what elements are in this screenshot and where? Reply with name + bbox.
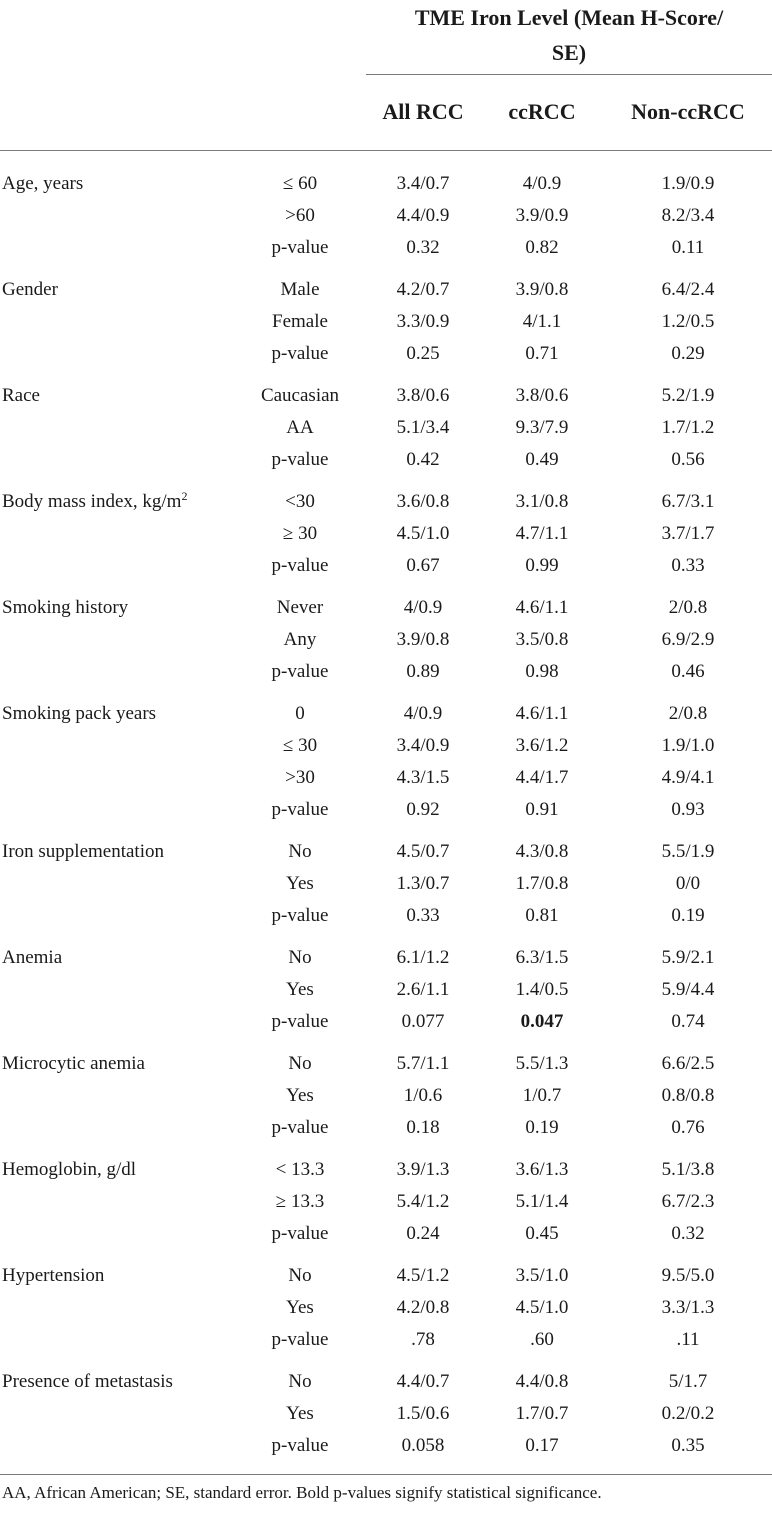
variable-label [2, 592, 128, 624]
category-cell: < 13.3 [275, 1159, 325, 1180]
column-header-all-rcc: All RCC [382, 99, 464, 124]
all-rcc-cell: 0.33 [406, 905, 440, 926]
non-ccrcc-cell: 0.76 [671, 1117, 705, 1138]
category-cell: p-value [271, 1011, 329, 1032]
variable-label-text: Race [2, 385, 40, 406]
non-ccrcc-cell: 0.93 [671, 799, 705, 820]
category-cell: Caucasian [260, 385, 340, 406]
non-ccrcc-cell: 6.9/2.9 [661, 629, 715, 650]
all-rcc-cell: 4.4/0.7 [396, 1371, 450, 1392]
ccrcc-cell: 3.5/0.8 [515, 629, 569, 650]
ccrcc-cell: .60 [530, 1329, 554, 1350]
variable-label-text: Microcytic anemia [2, 1053, 145, 1074]
category-cell: Any [283, 629, 317, 650]
category-cell: Male [280, 279, 320, 300]
all-rcc-cell: 1/0.6 [403, 1085, 443, 1106]
ccrcc-cell: 3.9/0.8 [515, 279, 569, 300]
category-cell: ≥ 30 [282, 523, 318, 544]
variable-label [2, 942, 62, 974]
non-ccrcc-cell: 6.7/2.3 [661, 1191, 715, 1212]
non-ccrcc-cell: 6.6/2.5 [661, 1053, 715, 1074]
all-rcc-cell: 4.5/1.2 [396, 1265, 450, 1286]
non-ccrcc-cell: 2/0.8 [668, 703, 708, 724]
variable-label-text: Age, years [2, 173, 84, 194]
all-rcc-cell: 3.4/0.9 [396, 735, 450, 756]
non-ccrcc-cell: 1.7/1.2 [661, 417, 715, 438]
ccrcc-cell: 0.71 [525, 343, 559, 364]
category-cell: <30 [285, 491, 315, 512]
ccrcc-cell: 0.19 [525, 1117, 559, 1138]
non-ccrcc-cell: 0.74 [671, 1011, 705, 1032]
ccrcc-cell: 3.5/1.0 [515, 1265, 569, 1286]
non-ccrcc-cell: 5.1/3.8 [661, 1159, 715, 1180]
variable-label-text: Hemoglobin, g/dl [2, 1159, 137, 1180]
all-rcc-cell: 3.4/0.7 [396, 173, 450, 194]
ccrcc-cell: 3.9/0.9 [515, 205, 569, 226]
header-group-title [366, 0, 772, 74]
variable-label [2, 1260, 104, 1292]
header-group-line-2: SE) [551, 40, 587, 65]
all-rcc-cell: 3.6/0.8 [396, 491, 450, 512]
all-rcc-cell: 4.2/0.8 [396, 1297, 450, 1318]
all-rcc-cell: 4.2/0.7 [396, 279, 450, 300]
category-cell: p-value [271, 1435, 329, 1456]
all-rcc-cell: 0.67 [406, 555, 440, 576]
non-ccrcc-cell: 4.9/4.1 [661, 767, 715, 788]
category-cell: Never [276, 597, 324, 618]
variable-label-superscript: 2 [181, 489, 188, 503]
category-cell: p-value [271, 1329, 329, 1350]
ccrcc-cell: 0.82 [525, 237, 559, 258]
ccrcc-cell: 4.4/0.8 [515, 1371, 569, 1392]
category-cell: p-value [271, 343, 329, 364]
category-cell: p-value [271, 449, 329, 470]
variable-label [2, 168, 83, 200]
header-group-line-1: TME Iron Level (Mean H-Score/ [414, 5, 724, 30]
non-ccrcc-cell: 0.29 [671, 343, 705, 364]
category-cell: ≤ 60 [282, 173, 318, 194]
non-ccrcc-cell: 0.32 [671, 1223, 705, 1244]
ccrcc-cell: 4.6/1.1 [515, 597, 569, 618]
ccrcc-cell: 1.7/0.7 [515, 1403, 569, 1424]
ccrcc-cell: 1.4/0.5 [515, 979, 569, 1000]
category-cell: No [288, 841, 312, 862]
category-cell: ≤ 30 [282, 735, 318, 756]
all-rcc-cell: 2.6/1.1 [396, 979, 450, 1000]
category-cell: 0 [295, 703, 305, 724]
category-cell: Yes [286, 873, 314, 894]
all-rcc-cell: 0.058 [401, 1435, 445, 1456]
non-ccrcc-cell: 0.35 [671, 1435, 705, 1456]
all-rcc-cell: 4.3/1.5 [396, 767, 450, 788]
ccrcc-cell: 4.6/1.1 [515, 703, 569, 724]
non-ccrcc-cell: 2/0.8 [668, 597, 708, 618]
variable-label-text: Smoking pack years [2, 703, 157, 724]
header-rule [0, 150, 772, 151]
all-rcc-cell: 0.32 [406, 237, 440, 258]
non-ccrcc-cell: 3.3/1.3 [661, 1297, 715, 1318]
ccrcc-cell: 0.81 [525, 905, 559, 926]
all-rcc-cell: 0.92 [406, 799, 440, 820]
all-rcc-cell: 3.9/0.8 [396, 629, 450, 650]
all-rcc-cell: 4.4/0.9 [396, 205, 450, 226]
non-ccrcc-cell: 8.2/3.4 [661, 205, 715, 226]
category-cell: p-value [271, 905, 329, 926]
all-rcc-cell: 1.5/0.6 [396, 1403, 450, 1424]
ccrcc-cell: 4.7/1.1 [515, 523, 569, 544]
category-cell: >30 [285, 767, 315, 788]
ccrcc-cell: 6.3/1.5 [515, 947, 569, 968]
variable-label [2, 380, 40, 412]
all-rcc-cell: 0.24 [406, 1223, 440, 1244]
category-cell: p-value [271, 799, 329, 820]
variable-label [2, 486, 187, 518]
non-ccrcc-cell: 0.11 [671, 237, 705, 258]
all-rcc-cell: 6.1/1.2 [396, 947, 450, 968]
ccrcc-cell: 3.1/0.8 [515, 491, 569, 512]
category-cell: >60 [285, 205, 315, 226]
ccrcc-cell: 5.5/1.3 [515, 1053, 569, 1074]
non-ccrcc-cell: 0.8/0.8 [661, 1085, 715, 1106]
ccrcc-cell: 3.6/1.2 [515, 735, 569, 756]
non-ccrcc-cell: 5.9/4.4 [661, 979, 715, 1000]
non-ccrcc-cell: 0.19 [671, 905, 705, 926]
variable-label [2, 1154, 136, 1186]
bottom-rule [0, 1474, 772, 1475]
column-header-ccrcc: ccRCC [508, 99, 576, 124]
category-cell: p-value [271, 555, 329, 576]
all-rcc-cell: 0.25 [406, 343, 440, 364]
non-ccrcc-cell: 5.5/1.9 [661, 841, 715, 862]
category-cell: Yes [286, 1297, 314, 1318]
all-rcc-cell: 0.077 [401, 1011, 445, 1032]
ccrcc-cell: 0.047 [520, 1011, 564, 1032]
non-ccrcc-cell: 5/1.7 [668, 1371, 708, 1392]
variable-label [2, 836, 164, 868]
variable-label [2, 274, 58, 306]
ccrcc-cell: 0.99 [525, 555, 559, 576]
all-rcc-cell: .78 [411, 1329, 435, 1350]
all-rcc-cell: 4/0.9 [403, 703, 443, 724]
variable-label [2, 1048, 145, 1080]
column-header-non-ccrcc: Non-ccRCC [631, 99, 745, 124]
all-rcc-cell: 5.4/1.2 [396, 1191, 450, 1212]
category-cell: p-value [271, 1223, 329, 1244]
all-rcc-cell: 4/0.9 [403, 597, 443, 618]
all-rcc-cell: 0.42 [406, 449, 440, 470]
variable-label-text: Hypertension [2, 1265, 105, 1286]
non-ccrcc-cell: 0.56 [671, 449, 705, 470]
non-ccrcc-cell: 0.2/0.2 [661, 1403, 715, 1424]
all-rcc-cell: 0.18 [406, 1117, 440, 1138]
category-cell: AA [286, 417, 314, 438]
all-rcc-cell: 3.9/1.3 [396, 1159, 450, 1180]
ccrcc-cell: 3.6/1.3 [515, 1159, 569, 1180]
category-cell: p-value [271, 237, 329, 258]
ccrcc-cell: 0.17 [525, 1435, 559, 1456]
category-cell: No [288, 1265, 312, 1286]
all-rcc-cell: 4.5/0.7 [396, 841, 450, 862]
category-cell: Yes [286, 1403, 314, 1424]
all-rcc-cell: 0.89 [406, 661, 440, 682]
ccrcc-cell: 3.8/0.6 [515, 385, 569, 406]
ccrcc-cell: 0.45 [525, 1223, 559, 1244]
footnote: AA, African American; SE, standard error. Bold p-values signify statistical significance. [2, 1483, 602, 1502]
ccrcc-cell: 9.3/7.9 [515, 417, 569, 438]
variable-label-text: Presence of metastasis [2, 1371, 173, 1392]
category-cell: ≥ 13.3 [275, 1191, 325, 1212]
category-cell: No [288, 1053, 312, 1074]
ccrcc-cell: 0.49 [525, 449, 559, 470]
variable-label-text: Gender [2, 279, 58, 300]
header-group-rule [366, 74, 772, 75]
non-ccrcc-cell: 3.7/1.7 [661, 523, 715, 544]
all-rcc-cell: 3.8/0.6 [396, 385, 450, 406]
all-rcc-cell: 5.1/3.4 [396, 417, 450, 438]
non-ccrcc-cell: 5.2/1.9 [661, 385, 715, 406]
ccrcc-cell: 1.7/0.8 [515, 873, 569, 894]
category-cell: p-value [271, 661, 329, 682]
non-ccrcc-cell: 6.7/3.1 [661, 491, 715, 512]
non-ccrcc-cell: 0/0 [675, 873, 701, 894]
non-ccrcc-cell: 0.33 [671, 555, 705, 576]
variable-label [2, 698, 156, 730]
ccrcc-cell: 4/1.1 [522, 311, 562, 332]
variable-label [2, 1366, 173, 1398]
ccrcc-cell: 1/0.7 [522, 1085, 562, 1106]
variable-label-text: Smoking history [2, 597, 129, 618]
non-ccrcc-cell: 9.5/5.0 [661, 1265, 715, 1286]
non-ccrcc-cell: 1.9/0.9 [661, 173, 715, 194]
all-rcc-cell: 3.3/0.9 [396, 311, 450, 332]
all-rcc-cell: 1.3/0.7 [396, 873, 450, 894]
category-cell: Yes [286, 979, 314, 1000]
non-ccrcc-cell: 1.2/0.5 [661, 311, 715, 332]
category-cell: Yes [286, 1085, 314, 1106]
ccrcc-cell: 4.5/1.0 [515, 1297, 569, 1318]
variable-label-text: Anemia [2, 947, 63, 968]
category-cell: No [288, 947, 312, 968]
all-rcc-cell: 5.7/1.1 [396, 1053, 450, 1074]
ccrcc-cell: 0.91 [525, 799, 559, 820]
variable-label-text: Iron supplementation [2, 841, 164, 862]
category-cell: No [288, 1371, 312, 1392]
ccrcc-cell: 5.1/1.4 [515, 1191, 569, 1212]
non-ccrcc-cell: 6.4/2.4 [661, 279, 715, 300]
category-cell: p-value [271, 1117, 329, 1138]
non-ccrcc-cell: .11 [676, 1329, 700, 1350]
variable-label-text: Body mass index, kg/m [2, 491, 182, 512]
non-ccrcc-cell: 1.9/1.0 [661, 735, 715, 756]
ccrcc-cell: 4/0.9 [522, 173, 562, 194]
all-rcc-cell: 4.5/1.0 [396, 523, 450, 544]
ccrcc-cell: 4.4/1.7 [515, 767, 569, 788]
non-ccrcc-cell: 5.9/2.1 [661, 947, 715, 968]
category-cell: Female [272, 311, 328, 332]
non-ccrcc-cell: 0.46 [671, 661, 705, 682]
ccrcc-cell: 4.3/0.8 [515, 841, 569, 862]
ccrcc-cell: 0.98 [525, 661, 559, 682]
